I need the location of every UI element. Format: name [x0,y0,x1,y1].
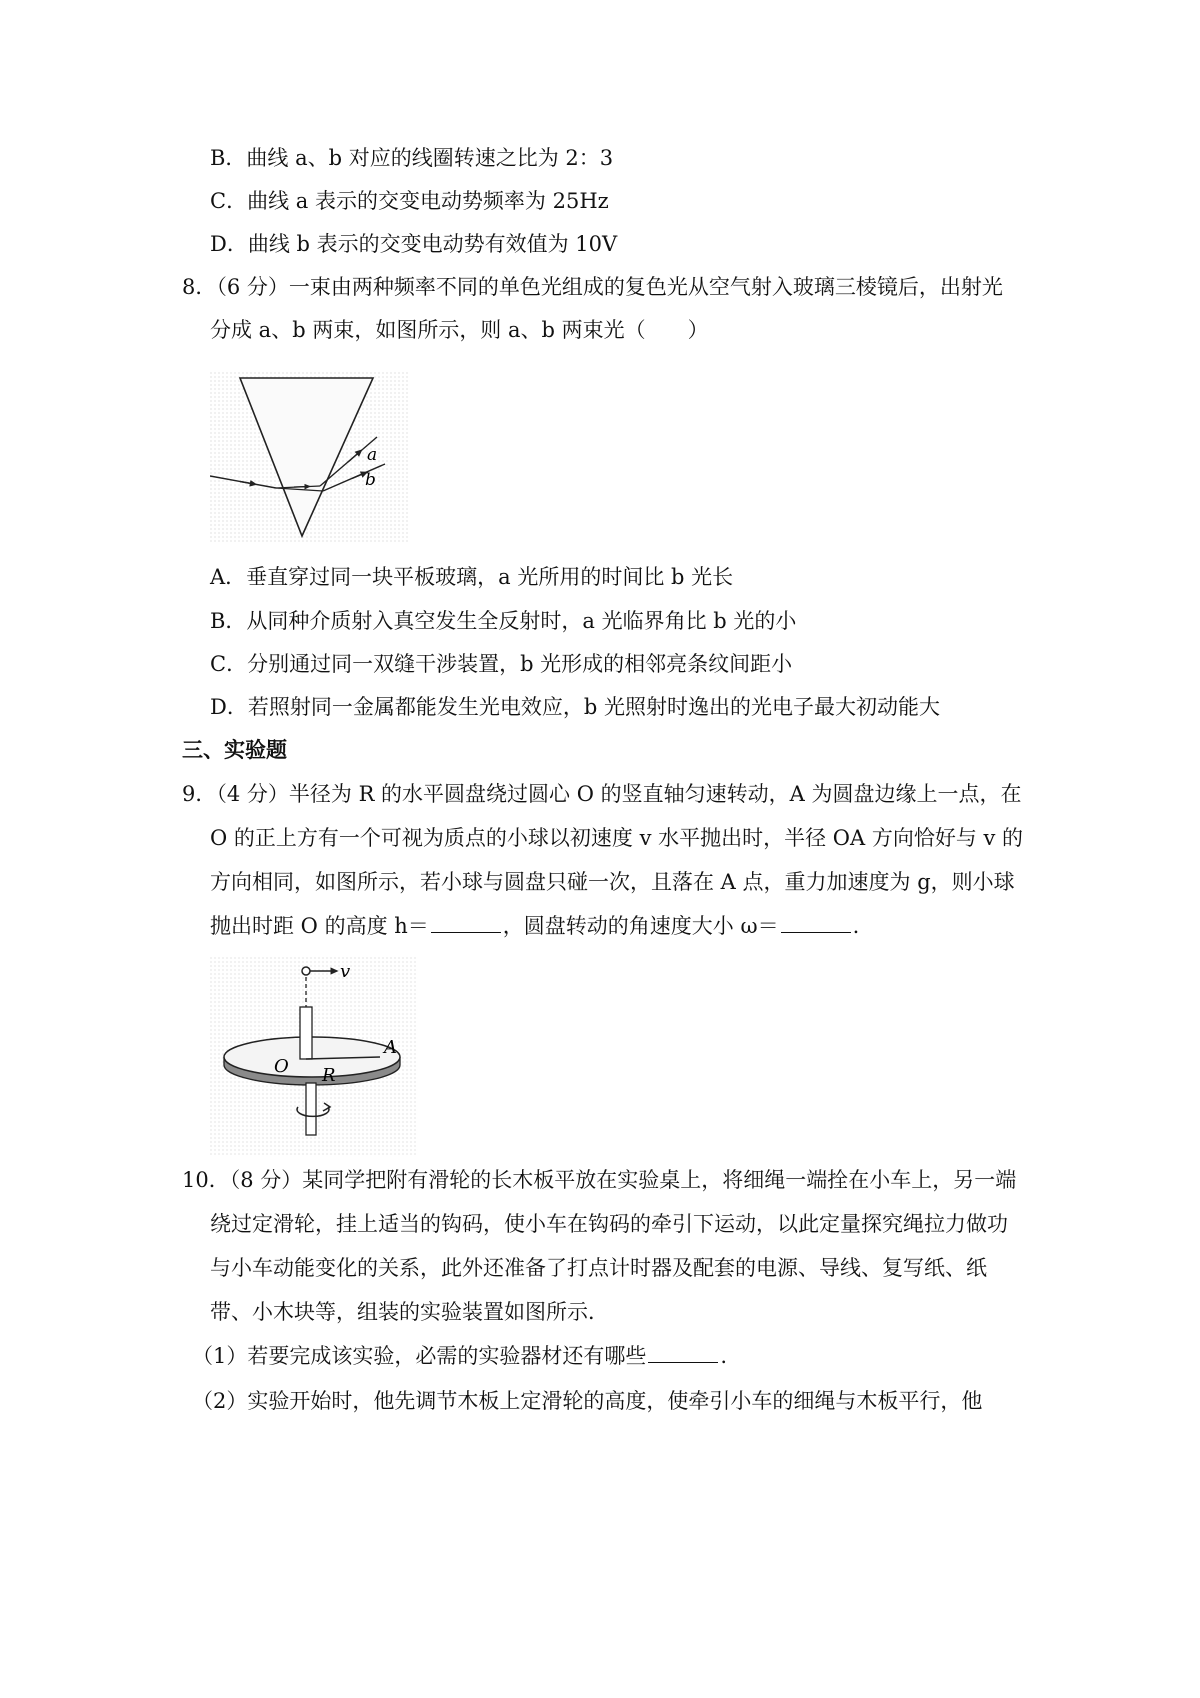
q8-option-b: B．从同种介质射入真空发生全反射时，a 光临界角比 b 光的小 [210,609,797,633]
q8-option-d: D．若照射同一金属都能发生光电效应，b 光照射时逸出的光电子最大初动能大 [210,695,940,719]
label-A: A [384,1037,397,1058]
label-O: O [274,1056,289,1077]
q7-option-d: D．曲线 b 表示的交变电动势有效值为 10V [210,232,618,256]
axle-top [300,1007,312,1059]
q10-stem-line2: 绕过定滑轮，挂上适当的钩码，使小车在钩码的牵引下运动，以此定量探究绳拉力做功 [210,1212,1008,1236]
ball [302,967,310,975]
q7-option-b: B．曲线 a、b 对应的线圈转速之比为 2：3 [210,146,614,170]
prism-figure [210,372,408,544]
q9-stem-line1: 9．（4 分）半径为 R 的水平圆盘绕过圆心 O 的竖直轴匀速转动，A 为圆盘边缘上一点，在 [182,782,1022,806]
q10-sub1 [192,1341,727,1371]
inner-arrow [294,487,308,488]
q8-option-c: C．分别通过同一双缝干涉装置，b 光形成的相邻亮条纹间距小 [210,652,793,676]
q9-stem-line2: O 的正上方有一个可视为质点的小球以初速度 v 水平抛出时，半径 OA 方向恰好与 v 的 [210,826,1024,850]
axle-bottom [306,1083,316,1135]
answer-blank-height[interactable] [431,912,501,933]
label-b: b [365,470,376,490]
q10-sub2: （2）实验开始时，他先调节木板上定滑轮的高度，使牵引小车的细绳与木板平行，他 [192,1389,983,1413]
q8-option-a: A．垂直穿过同一块平板玻璃，a 光所用的时间比 b 光长 [210,565,734,589]
disk-figure [210,957,416,1155]
label-a: a [367,445,378,465]
section-heading: 三、实验题 [182,737,287,762]
q10-sub1-end: . [720,1344,728,1368]
q8-stem-line1: 8．（6 分）一束由两种频率不同的单色光组成的复色光从空气射入玻璃三棱镜后，出射光 [182,275,1003,299]
q8-stem-line2: 分成 a、b 两束，如图所示，则 a、b 两束光（ ） [210,318,709,342]
q10-stem-line3: 与小车动能变化的关系，此外还准备了打点计时器及配套的电源、导线、复写纸、纸 [210,1256,987,1280]
q9-stem-line4 [210,911,859,941]
label-R: R [322,1065,336,1086]
label-v: v [340,961,351,982]
q10-stem-line4: 带、小木块等，组装的实验装置如图所示． [210,1300,609,1324]
q9-text-part2: ，圆盘转动的角速度大小 ω＝ [502,914,779,938]
q10-stem-line1: 10．（8 分）某同学把附有滑轮的长木板平放在实验桌上，将细绳一端拴在小车上，另一端 [182,1168,1017,1192]
answer-blank-equipment[interactable] [648,1342,718,1363]
answer-blank-omega[interactable] [781,912,851,933]
q7-option-c: C．曲线 a 表示的交变电动势频率为 25Hz [210,189,609,213]
q9-text-part3: . [852,914,860,938]
q9-text-part1: 抛出时距 O 的高度 h＝ [210,914,429,938]
q9-stem-line3: 方向相同，如图所示，若小球与圆盘只碰一次，且落在 A 点，重力加速度为 g，则小球 [210,870,1015,894]
q10-sub1-text: （1）若要完成该实验，必需的实验器材还有哪些 [192,1344,647,1368]
